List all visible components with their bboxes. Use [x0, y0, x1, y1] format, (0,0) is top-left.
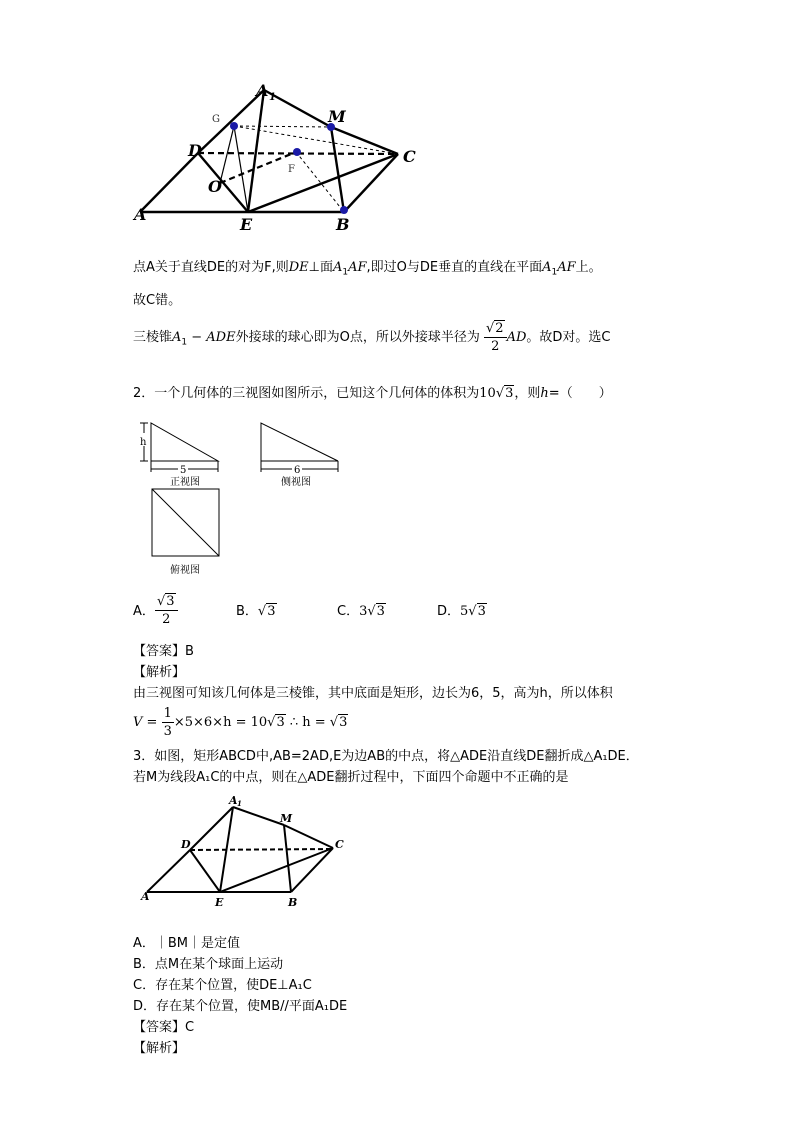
- q2-option-a-fraction: $\frac{√3}{2}$: [155, 593, 178, 628]
- side-view-triangle: [261, 423, 338, 461]
- q2-answer: 【答案】B: [133, 644, 194, 659]
- q3-option-a: A．｜BM｜是定值: [133, 936, 241, 951]
- figure-folded-rectangle-1: [130, 80, 430, 240]
- q3-option-c: C．存在某个位置，使DE⊥A₁C: [133, 978, 312, 993]
- front-view-triangle: [151, 423, 218, 461]
- q3-stem-line1: 3．如图，矩形ABCD中,AB=2AD,E为边AB的中点，将△ADE沿直线DE翻折成△A₁DE．: [133, 749, 639, 764]
- q2-option-a: A．: [133, 604, 155, 619]
- figure-folded-rectangle-3: [135, 790, 355, 910]
- q3-option-b: B．点M在某个球面上运动: [133, 957, 284, 972]
- label-o: O: [208, 177, 222, 196]
- front-view-h-label: h: [140, 437, 147, 448]
- solution1-line2: 故C错。: [133, 293, 182, 308]
- q2-option-d: D．5√3: [437, 604, 486, 619]
- fig3-label-a: A: [141, 890, 150, 903]
- q2-stem: 2．一个几何体的三视图如图所示，已知这个几何体的体积为10√3，则h=（ ）: [133, 386, 612, 401]
- label-b: B: [336, 215, 350, 234]
- fig3-label-b: B: [288, 896, 298, 909]
- fig3-label-e: E: [215, 896, 224, 909]
- label-a1: A: [256, 81, 269, 100]
- label-g: G: [212, 114, 220, 125]
- side-view-caption: 侧视图: [281, 477, 311, 488]
- label-a1-sub: 1: [269, 92, 276, 103]
- side-view-width-label: 6: [294, 465, 301, 476]
- q2-formula: V = $\frac{1}{3}$ ×5×6×h = 10√3 ∴ h = √3: [133, 706, 348, 739]
- fig3-label-d: D: [181, 838, 191, 851]
- label-f: F: [288, 164, 295, 175]
- q3-option-d: D．存在某个位置，使MB//平面A₁DE: [133, 999, 348, 1014]
- q2-option-b: B．√3: [236, 604, 276, 619]
- label-m: M: [328, 107, 346, 126]
- label-e: E: [240, 215, 253, 234]
- fig3-label-a1-sub: 1: [237, 799, 242, 808]
- q3-answer: 【答案】C: [133, 1020, 195, 1035]
- point-f: [293, 148, 301, 156]
- solution1-line1: 点A关于直线DE的对为F,则DE⊥面$A_1AF$,即过O与DE垂直的直线在平面$A_1AF$上。: [133, 260, 602, 278]
- label-c: C: [403, 147, 416, 166]
- fraction-sqrt2-over-2: $\frac{√2}{2}$: [484, 320, 507, 355]
- top-view-caption: 俯视图: [170, 565, 200, 576]
- front-view-width-label: 5: [180, 465, 187, 476]
- fig3-label-a1: A: [229, 794, 238, 807]
- point-b: [340, 206, 348, 214]
- three-views-figure: [130, 415, 360, 580]
- front-view-caption: 正视图: [170, 477, 200, 488]
- q2-option-c: C．3√3: [337, 604, 385, 619]
- q2-analysis-title: 【解析】: [133, 665, 186, 680]
- q3-stem-line2: 若M为线段A₁C的中点，则在△ADE翻折过程中，下面四个命题中不正确的是: [133, 770, 569, 785]
- q2-analysis-text: 由三视图可知该几何体是三棱锥，其中底面是矩形，边长为6，5，高为h，所以体积: [133, 686, 613, 701]
- q3-analysis-title: 【解析】: [133, 1041, 186, 1056]
- solution1-line3: 三棱锥$A_1$ − ADE外接球的球心即为O点，所以外接球半径为 $\frac{√2}{2}$ AD。故D对。选C: [133, 321, 611, 354]
- label-d: D: [188, 141, 202, 160]
- label-a: A: [134, 205, 147, 224]
- fig3-label-m: M: [280, 812, 293, 825]
- fig3-label-c: C: [335, 838, 344, 851]
- point-g: [230, 122, 238, 130]
